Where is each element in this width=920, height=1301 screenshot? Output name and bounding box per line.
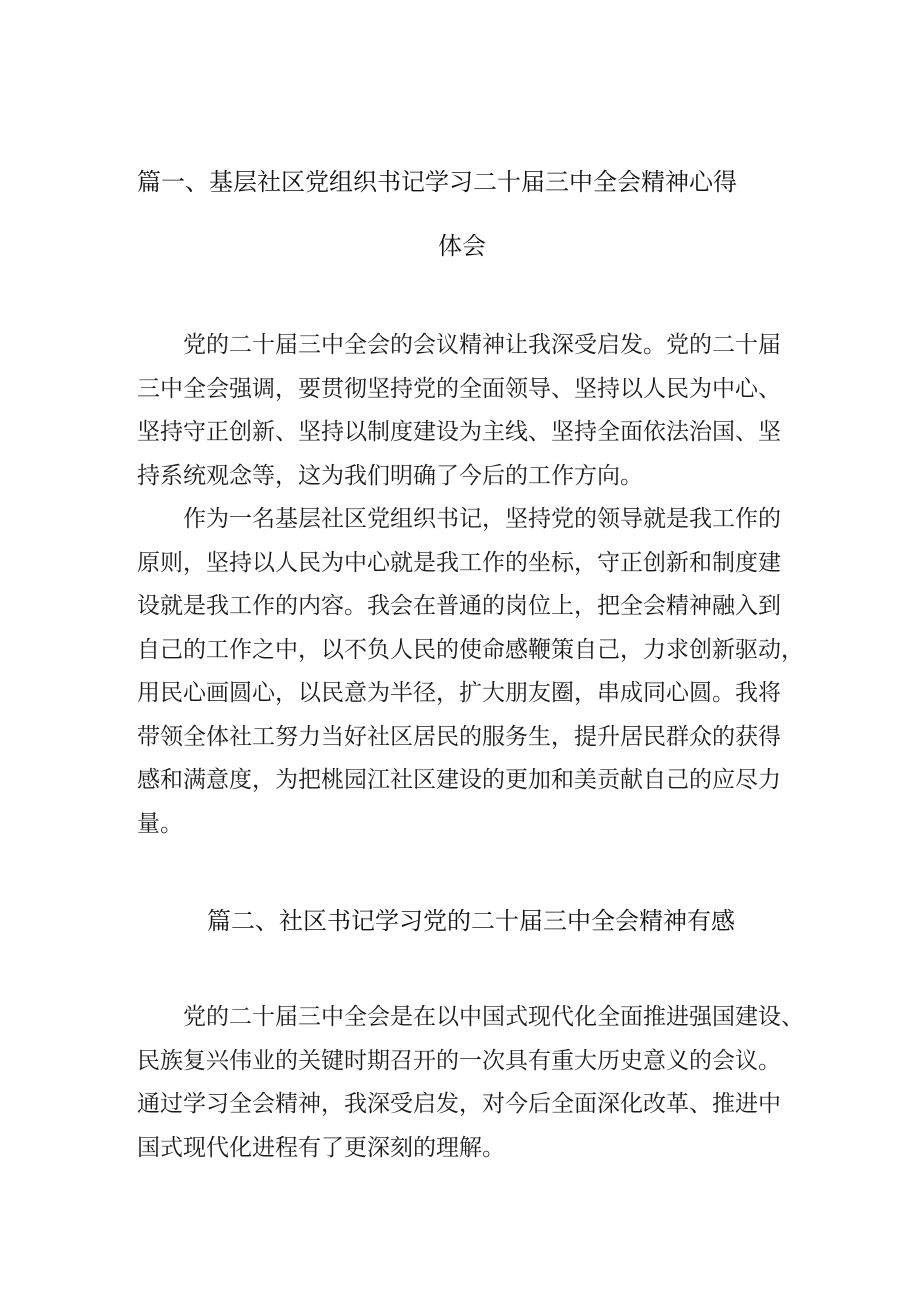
paragraph-line: 党的二十届三中全会的会议精神让我深受启发。党的二十届 xyxy=(183,332,781,358)
article2-paragraph-1 xyxy=(137,996,804,1170)
article1-paragraph-2 xyxy=(137,498,804,846)
paragraph-line: 自己的工作之中，以不负人民的使命感鞭策自己，力求创新驱动， xyxy=(137,636,804,663)
paragraph-line: 用民心画圆心，以民意为半径，扩大朋友圈，串成同心圆。我将 xyxy=(137,680,781,706)
paragraph-line: 持系统观念等，这为我们明确了今后的工作方向。 xyxy=(137,462,643,489)
paragraph-line: 党的二十届三中全会是在以中国式现代化全面推进强国建设、 xyxy=(183,1004,804,1030)
article1-title-line2: 体会 xyxy=(438,232,486,260)
paragraph-line: 国式现代化进程有了更深刻的理解。 xyxy=(137,1134,505,1161)
article1-title-line1: 篇一、基层社区党组织书记学习二十届三中全会精神心得 xyxy=(137,168,737,196)
article2-title: 篇二、社区书记学习党的二十届三中全会精神有感 xyxy=(207,907,735,935)
paragraph-line: 三中全会强调，要贯彻坚持党的全面领导、坚持以人民为中心、 xyxy=(137,375,781,402)
paragraph-line: 感和满意度，为把桃园江社区建设的更加和美贡献自己的应尽力 xyxy=(137,767,781,793)
paragraph-line: 坚持守正创新、坚持以制度建设为主线、坚持全面依法治国、坚 xyxy=(137,419,781,445)
article1-paragraph-1 xyxy=(137,324,797,498)
paragraph-line: 通过学习全会精神，我深受启发，对今后全面深化改革、推进中 xyxy=(137,1091,781,1117)
paragraph-line: 带领全体社工努力当好社区居民的服务生，提升居民群众的获得 xyxy=(137,723,781,750)
paragraph-line: 量。 xyxy=(137,810,183,837)
paragraph-line: 民族复兴伟业的关键时期召开的一次具有重大历史意义的会议。 xyxy=(137,1047,781,1074)
paragraph-line: 作为一名基层社区党组织书记，坚持党的领导就是我工作的 xyxy=(183,506,781,532)
paragraph-line: 原则，坚持以人民为中心就是我工作的坐标，守正创新和制度建 xyxy=(137,549,781,576)
paragraph-line: 设就是我工作的内容。我会在普通的岗位上，把全会精神融入到 xyxy=(137,593,781,619)
